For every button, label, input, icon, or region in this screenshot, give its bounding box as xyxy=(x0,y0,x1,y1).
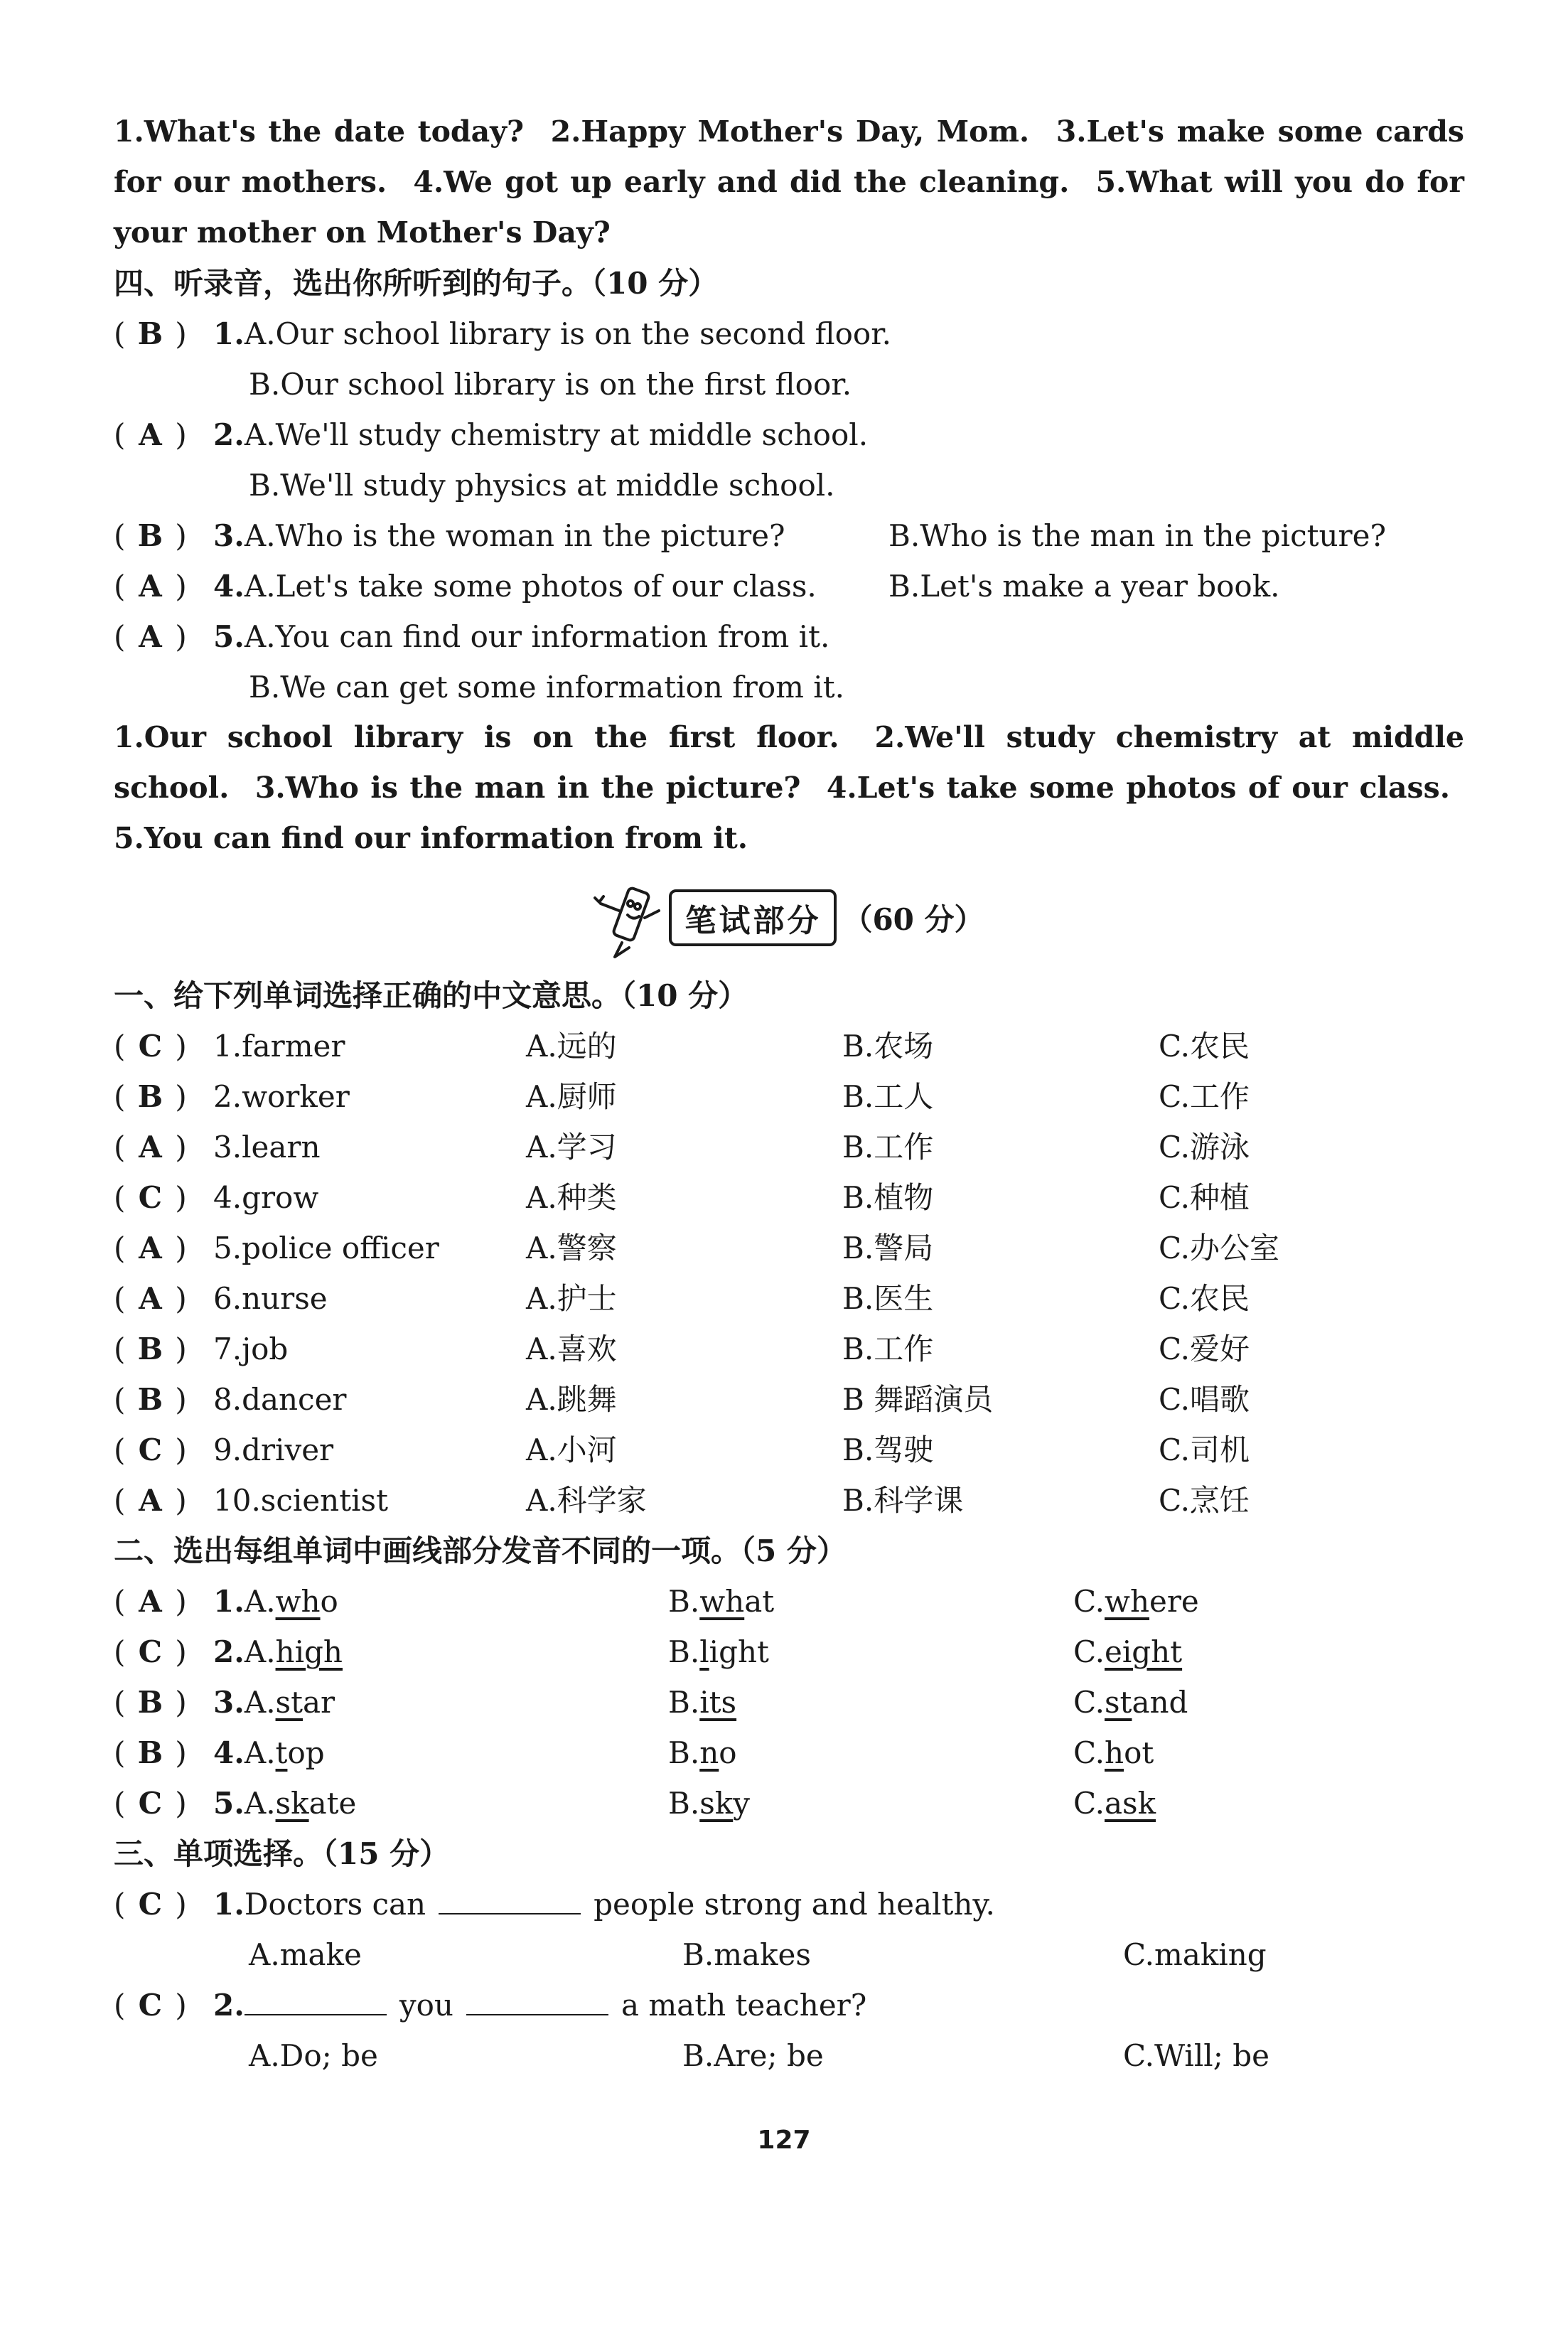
option-c[interactable]: C.making xyxy=(1123,1937,1267,1972)
written-section-banner xyxy=(114,868,1464,968)
answer-box: ( A ) xyxy=(114,619,187,654)
option-a[interactable]: A.make xyxy=(249,1937,362,1972)
listening-script-3 xyxy=(114,107,1464,258)
vocab-row: ( A ) 10.scientist A.科学家 B.科学课 C.烹饪 xyxy=(114,1475,1464,1526)
vocab-row: ( A ) 5.police officer A.警察 B.警局 C.办公室 xyxy=(114,1223,1464,1273)
s4-item-5: ( A ) 5.A.You can find our information from it. xyxy=(114,611,1464,662)
mc-question-1: ( C ) 1.Doctors can people strong and healthy. xyxy=(114,1879,1464,1929)
script-sentence: 5.You can find our information from it. xyxy=(114,821,748,855)
answer-box: ( A ) xyxy=(114,1584,187,1619)
mc-options-2 xyxy=(114,2030,1464,2081)
mc-question-2: ( C ) 2. you a math teacher? xyxy=(114,1980,1464,2030)
option-b[interactable]: B.Are; be xyxy=(682,2038,824,2073)
vocab-row: ( B ) 2.worker A.厨师 B.工人 C.工作 xyxy=(114,1071,1464,1122)
option-c[interactable]: C.Will; be xyxy=(1123,2038,1269,2073)
script-sentence: 3.Let's make some cards for our mothers. xyxy=(114,114,1464,199)
answer-blank[interactable] xyxy=(245,1993,387,2015)
answer-box: ( C ) xyxy=(114,1432,187,1467)
s4-item-1-b: B.Our school library is on the first floor. xyxy=(249,367,852,402)
answer-box: ( B ) xyxy=(114,1735,187,1770)
s4-item-5-b: B.We can get some information from it. xyxy=(249,670,844,705)
vocab-row: ( C ) 9.driver A.小河 B.驾驶 C.司机 xyxy=(114,1425,1464,1475)
answer-box: ( A ) xyxy=(114,1281,187,1316)
s4-item-4: ( A ) 4.A.Let's take some photos of our class. B.Let's make a year book. xyxy=(114,561,1464,611)
answer-box: ( A ) xyxy=(114,417,187,452)
answer-blank[interactable] xyxy=(439,1892,581,1914)
vocab-row: ( B ) 7.job A.喜欢 B.工作 C.爱好 xyxy=(114,1324,1464,1374)
answer-box: ( B ) xyxy=(114,1079,187,1114)
answer-blank[interactable] xyxy=(466,1993,608,2015)
option-a[interactable]: A.Do; be xyxy=(249,2038,378,2073)
answer-box: ( B ) xyxy=(114,1685,187,1720)
vocab-row: ( C ) 4.grow A.种类 B.植物 C.种植 xyxy=(114,1172,1464,1223)
mc-options-1 xyxy=(114,1929,1464,1980)
part1-title: 一、给下列单词选择正确的中文意思。（10 分） xyxy=(114,978,748,1013)
answer-box: ( C ) xyxy=(114,1988,187,2023)
answer-box: ( C ) xyxy=(114,1180,187,1215)
page-number: 127 xyxy=(757,2126,811,2155)
script-sentence: 5.What will you do for your mother on Mother's Day? xyxy=(114,165,1464,250)
vocab-row: ( C ) 1.farmer A.远的 B.农场 C.农民 xyxy=(114,1021,1464,1071)
vocab-row: ( B ) 8.dancer A.跳舞 B 舞蹈演员 C.唱歌 xyxy=(114,1374,1464,1425)
phonics-row: ( A ) 1.A.who B.what C.where xyxy=(114,1576,1464,1627)
option-b[interactable]: B.makes xyxy=(682,1937,811,1972)
vocab-row: ( A ) 3.learn A.学习 B.工作 C.游泳 xyxy=(114,1122,1464,1172)
written-part-score: （60 分） xyxy=(842,902,984,937)
pencil-mascot-icon xyxy=(594,875,665,960)
answer-box: ( A ) xyxy=(114,569,187,604)
answer-box: ( B ) xyxy=(114,1382,187,1417)
script-sentence: 4.Let's take some photos of our class. xyxy=(826,771,1450,805)
vocab-row: ( A ) 6.nurse A.护士 B.医生 C.农民 xyxy=(114,1273,1464,1324)
script-sentence: 3.Who is the man in the picture? xyxy=(254,771,801,805)
part3-title: 三、单项选择。（15 分） xyxy=(114,1836,450,1871)
answer-box: ( A ) xyxy=(114,1483,187,1518)
answer-box: ( A ) xyxy=(114,1130,187,1164)
phonics-row: ( B ) 3.A.star B.its C.stand xyxy=(114,1677,1464,1728)
answer-box: ( B ) xyxy=(114,1332,187,1366)
s4-item-1: ( B ) 1.A.Our school library is on the second floor. xyxy=(114,309,1464,359)
script-sentence: 2.We'll study chemistry at middle school. xyxy=(114,720,1464,805)
answer-box: ( B ) xyxy=(114,518,187,553)
phonics-row: ( B ) 4.A.top B.no C.hot xyxy=(114,1728,1464,1778)
worksheet-page xyxy=(114,107,1464,2081)
phonics-row: ( C ) 5.A.skate B.sky C.ask xyxy=(114,1778,1464,1828)
s4-item-3: ( B ) 3.A.Who is the woman in the picture? B.Who is the man in the picture? xyxy=(114,510,1464,561)
answer-box: ( A ) xyxy=(114,1231,187,1265)
s4-item-2-b: B.We'll study physics at middle school. xyxy=(249,468,835,503)
section4-title: 四、听录音，选出你所听到的句子。（10 分） xyxy=(114,266,719,301)
answer-box: ( C ) xyxy=(114,1786,187,1821)
s4-item-2: ( A ) 2.A.We'll study chemistry at middle school. xyxy=(114,409,1464,460)
phonics-row: ( C ) 2.A.high B.light C.eight xyxy=(114,1627,1464,1677)
answer-box: ( C ) xyxy=(114,1029,187,1064)
script-sentence: 1.Our school library is on the first floor. xyxy=(114,720,839,754)
script-sentence: 4.We got up early and did the cleaning. xyxy=(413,165,1070,199)
section4-script xyxy=(114,712,1464,864)
answer-box: ( C ) xyxy=(114,1887,187,1922)
script-sentence: 2.Happy Mother's Day, Mom. xyxy=(550,114,1030,149)
answer-box: ( C ) xyxy=(114,1634,187,1669)
script-sentence: 1.What's the date today? xyxy=(114,114,525,149)
part2-title: 二、选出每组单词中画线部分发音不同的一项。（5 分） xyxy=(114,1533,847,1568)
answer-box: ( B ) xyxy=(114,316,187,351)
written-part-badge: 笔试部分 xyxy=(669,889,837,946)
